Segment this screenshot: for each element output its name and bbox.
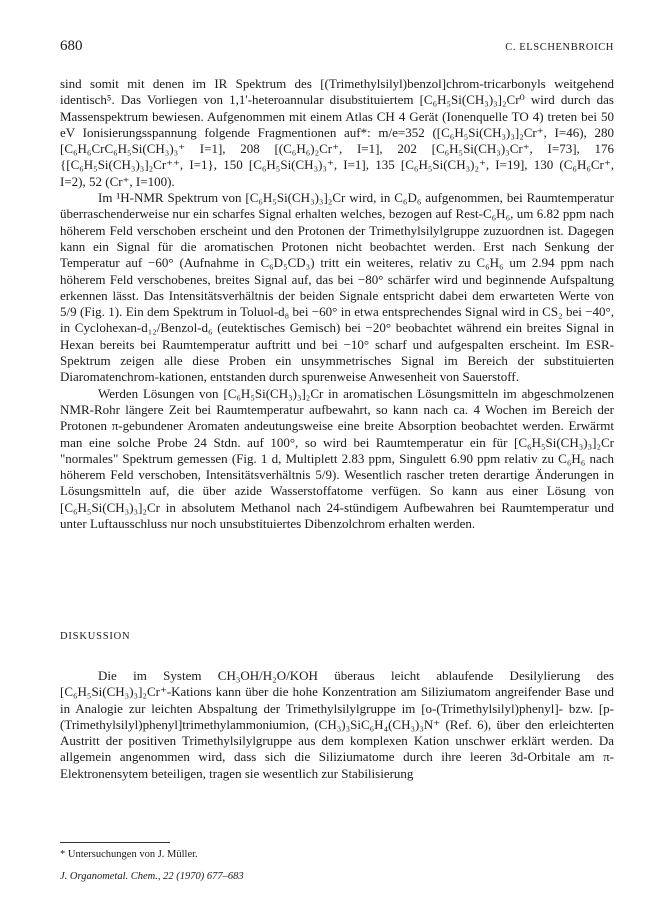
discussion-text bbox=[60, 668, 614, 782]
paragraph-solution-stability: Werden Lösungen von [C₆H₅Si(CH₃)₃]₂Cr in aromatischen Lösungsmitteln im abgeschmolzenen NMR-Rohr längere Zeit bei Raumtemperatur aufbewahrt, so kann nach ca. 4 Wochen im Bereich der Protonen π-gebundener Aromaten andeutungsweise eine breite Absorption beobachtet werden. Erwärmt man eine solche Probe 24 Stdn. auf 100°, so wird bei Raumtemperatur ein für [C₆H₅Si(CH₃)₃]₂Cr "normales" Spektrum gemessen (Fig. 1 d, Multiplett 2.83 ppm, Singulett 6.90 ppm relativ zu C₆H₆ nach höherem Feld verschoben, Intensitätsverhältnis 5/9). Wesentlich rascher treten derartige Änderungen in Lösungsmitteln auf, die über azide Wasserstoffatome verfügen. So kann aus einer Lösung von [C₆H₅Si(CH₃)₃]₂Cr in absolutem Methanol nach 24-stündigem Aufbewahren bei Raumtemperatur und unter Luftausschluss nur noch unsubstituiertes Dibenzolchrom erhalten werden. bbox=[60, 385, 614, 532]
section-heading: DISKUSSION bbox=[60, 631, 131, 642]
paragraph-discussion: Die im System CH₃OH/H₂O/KOH überaus leicht ablaufende Desilylierung des [C₆H₅Si(CH₃)₃]₂Cr⁺-Kations kann über die hohe Konzentration am Siliziumatom angreifender Base und in Analogie zur leichten Abspaltung der Trimethylsilylgruppe im [o-(Trimethylsilyl)phenyl]- bzw. [p-(Trimethylsilyl)phenyl]trimethylammoniumion, (CH₃)₃SiC₆H₄(CH₃)₃N⁺ (Ref. 6), über den erleichterten Austritt der positiven Trimethylsilylgruppe aus dem komplexen Kation unschwer erklärt werden. Da allgemein angenommen wird, dass sich die Siliziumatome durch ihre leeren 3d-Orbitale am π-Elektronensytem beteiligen, tragen sie wesentlich zur Stabilisierung bbox=[60, 668, 614, 781]
page-header bbox=[60, 38, 614, 58]
paragraph-nmr-spectrum: Im ¹H-NMR Spektrum von [C₆H₅Si(CH₃)₃]₂Cr wird, in C₆D₆ aufgenommen, bei Raumtemperatur überraschenderweise nur ein scharfes Signal erhalten welches, bezogen auf Rest-C₆H₆, um 6.82 ppm nach höherem Feld verschoben erscheint und den Protonen der Trimethylsilylgruppe zuzuordnen ist. Dagegen kann ein Signal für die aromatischen Protonen nicht beobachtet werden. Erst nach Senkung der Temperatur auf −60° (Aufnahme in C₆D₅CD₃) tritt ein weiteres, relativ zu C₆H₆ um 2.94 ppm nach höherem Feld verschobenes, breites Signal auf, das bei −80° schärfer wird und beginnende Aufspaltung erkennen lässt. Das Intensitätsverhältnis der beiden Signale entspricht dabei dem erwarteten Werte von 5/9 (Fig. 1). Ein dem Spektrum in Toluol-d₈ bei −60° in etwa entsprechendes Signal wird in CS₂ bei −40°, in Cyclohexan-d₁₂/Benzol-d₆ (eutektisches Gemisch) bei −20° beobachtet während ein breites Signal in Hexan bereits bei Raumtemperatur auftritt und bei −10° scharf und aufgespalten erscheint. Im ESR-Spektrum zeigen alle diese Proben ein unsymmetrisches Signal im Bereich der substituierten Diaromatenchrom-kationen, entstanden durch spurenweise Anwesenheit von Sauerstoff. bbox=[60, 190, 614, 385]
page-number: 680 bbox=[60, 38, 83, 54]
body-text bbox=[60, 76, 614, 532]
paragraph-ms-spectrum: sind somit mit denen im IR Spektrum des [(Trimethylsilyl)benzol]chrom-tricarbonyls weitgehend identisch⁵. Das Vorliegen von 1,1'-heteroannular disubstituiertem [C₆H₅Si(CH₃)₃]₂Cr⁰ wird durch das Massenspektrum bewiesen. Aufgenommen mit einem Atlas CH 4 Gerät (Ionenquelle TO 4) treten bei 50 eV Ionisierungsspannung folgende Fragmentionen auf*: m/e=352 ([C₆H₅Si(CH₃)₃]₂Cr⁺, I=46), 280 [C₆H₆CrC₆H₅Si(CH₃)₃⁺ I=1], 208 [(C₆H₆)₂Cr⁺, I=1], 202 [C₆H₅Si(CH₃)₃Cr⁺, I=73], 176 {[C₆H₅Si(CH₃)₃]₂Cr⁺⁺, I=1}, 150 [C₆H₅Si(CH₃)₃⁺, I=1], 135 [C₆H₅Si(CH₃)₂⁺, I=19], 130 (C₆H₆Cr⁺, I=2), 52 (Cr⁺, I=100). bbox=[60, 76, 614, 189]
footnote: * Untersuchungen von J. Müller. bbox=[60, 849, 198, 860]
running-head: C. ELSCHENBROICH bbox=[505, 42, 614, 53]
footnote-divider bbox=[60, 842, 170, 843]
journal-reference: J. Organometal. Chem., 22 (1970) 677–683 bbox=[60, 871, 244, 882]
